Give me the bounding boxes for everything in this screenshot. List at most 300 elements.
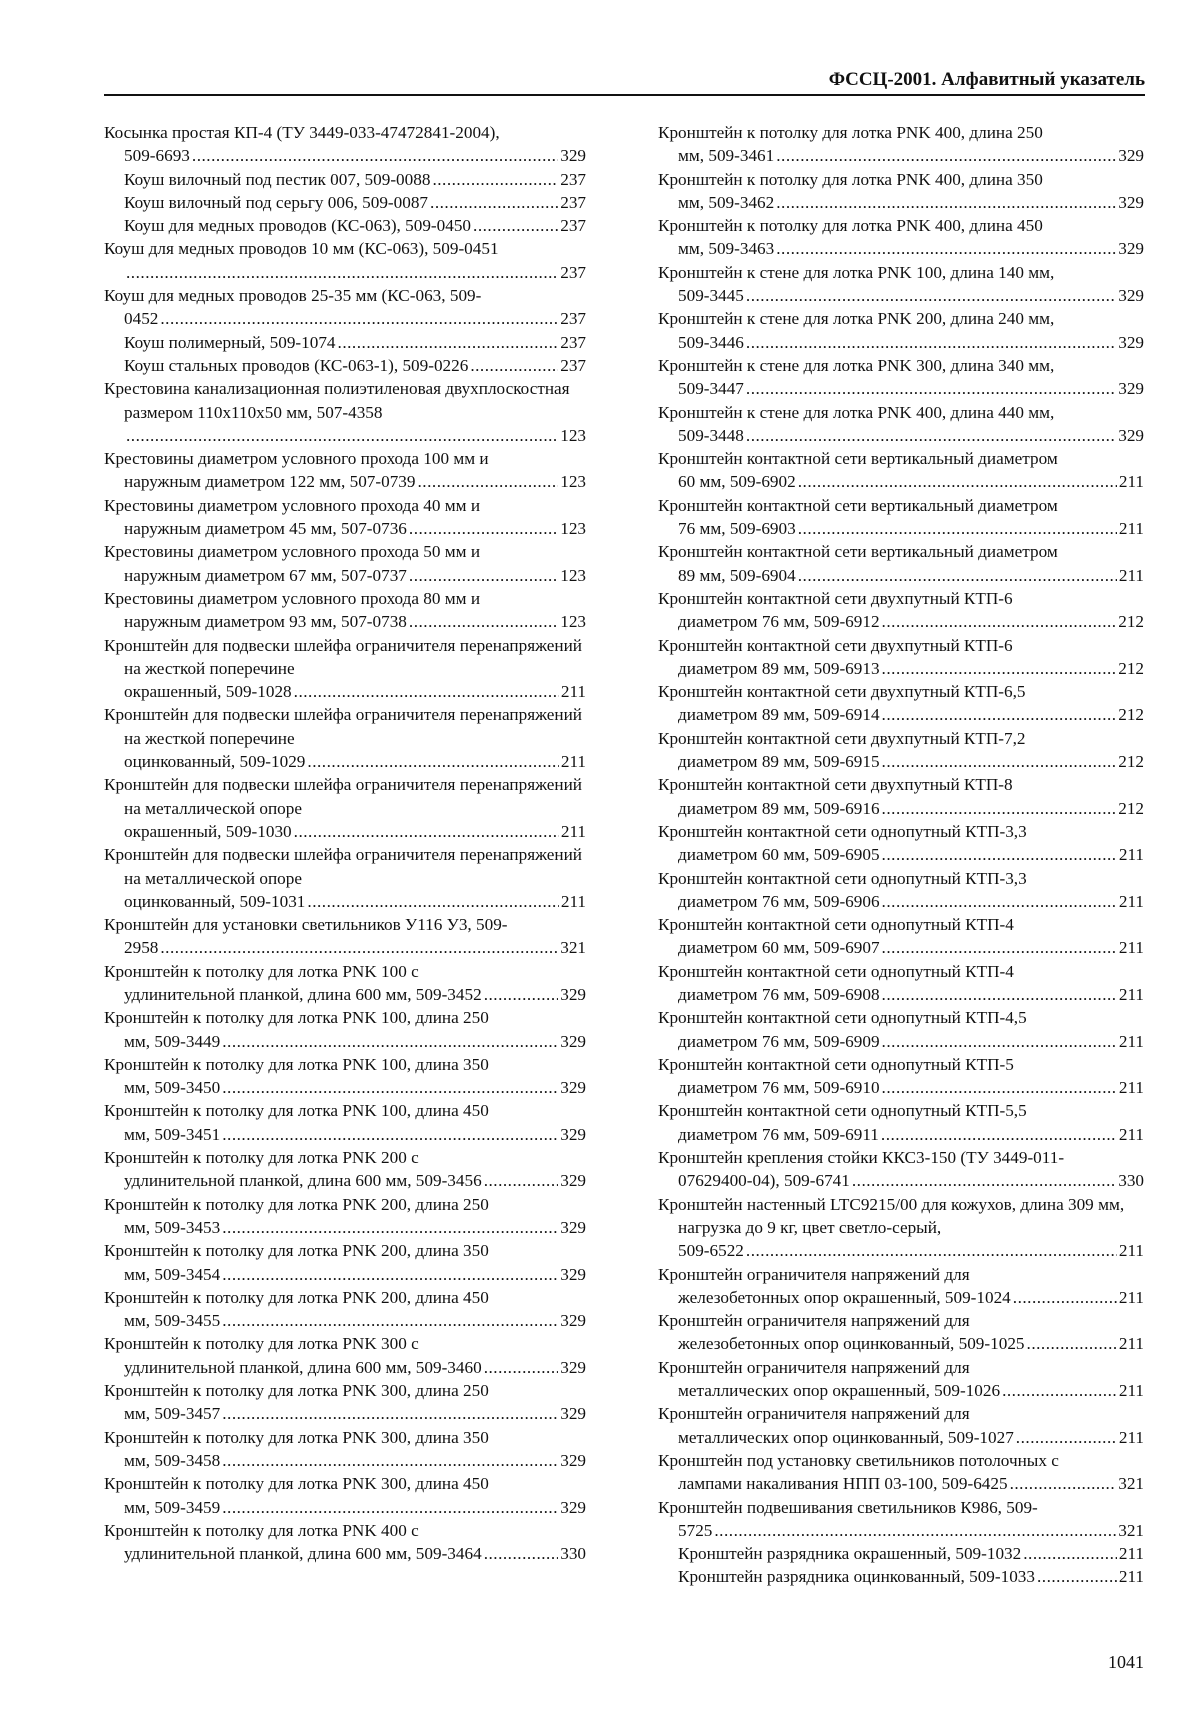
dot-leader [484, 983, 559, 1006]
dot-leader [882, 1030, 1117, 1053]
index-entry [658, 1356, 1144, 1403]
entry-last-text: мм, 509-3457 [124, 1404, 221, 1424]
entry-text: Кронштейн к потолку для лотка PNK 100, длина 250 [104, 1008, 489, 1028]
entry-last-line [678, 284, 1144, 307]
entry-last-text: удлинительной планкой, длина 600 мм, 509-3460 [124, 1357, 482, 1377]
entry-last-text: мм, 509-3461 [678, 146, 775, 166]
entry-page-number: 211 [1118, 1241, 1144, 1261]
entry-text: Кронштейн для подвески шлейфа ограничителя перенапряжений на металлической опоре [104, 845, 582, 888]
entry-text: Кронштейн контактной сети двухпутный КТП-6 [658, 588, 1013, 608]
entry-last-line [124, 680, 586, 703]
entry-text: Кронштейн к стене для лотка PNK 100, длина 140 мм, [658, 262, 1055, 282]
entry-text: Кронштейн к потолку для лотка PNK 200 с [104, 1148, 419, 1168]
entry-last-text: удлинительной планкой, длина 600 мм, 509-3452 [124, 984, 482, 1004]
index-entry [658, 867, 1144, 914]
entry-text: Кронштейн к потолку для лотка PNK 200, длина 250 [104, 1194, 489, 1214]
entry-text: Кронштейн к потолку для лотка PNK 300, длина 350 [104, 1427, 489, 1447]
entry-page-number: 329 [1118, 379, 1144, 399]
entry-last-line [678, 1239, 1144, 1262]
dot-leader [160, 936, 558, 959]
entry-last-text: окрашенный, 509-1028 [124, 682, 292, 702]
entry-last-text: диаметром 76 мм, 509-6912 [678, 612, 880, 632]
entry-last-text: мм, 509-3459 [124, 1497, 221, 1517]
entry-text: Кронштейн крепления стойки ККС3-150 (ТУ 3449-011- [658, 1148, 1065, 1168]
dot-leader [882, 657, 1117, 680]
index-entry [658, 1146, 1144, 1193]
entry-text: Кронштейн для установки светильников У116 У3, 509- [104, 915, 508, 935]
entry-last-line [124, 820, 586, 843]
entry-page-number: 329 [560, 1217, 586, 1237]
entry-text: Кронштейн контактной сети двухпутный КТП-6,5 [658, 682, 1026, 702]
dot-leader [882, 750, 1117, 773]
index-entry [658, 960, 1144, 1007]
entry-page-number: 237 [560, 262, 586, 282]
entry-page-number: 329 [560, 1171, 586, 1191]
entry-last-line [678, 564, 1144, 587]
entry-last-text: Коуш для медных проводов (КС-063), 509-0450 [124, 216, 472, 236]
index-entry [104, 214, 586, 237]
index-entry [658, 168, 1144, 215]
dot-leader [307, 890, 558, 913]
entry-text: Кронштейн к потолку для лотка PNK 100, длина 350 [104, 1054, 489, 1074]
entry-text: Кронштейн к потолку для лотка PNK 400 с [104, 1520, 419, 1540]
index-entry [658, 587, 1144, 634]
index-entry [104, 284, 586, 331]
entry-last-line [678, 750, 1144, 773]
entry-last-line [124, 191, 586, 214]
entry-last-line [678, 1286, 1144, 1309]
dot-leader [798, 470, 1117, 493]
entry-page-number: 321 [560, 938, 586, 958]
entry-text: Кронштейн к потолку для лотка PNK 100, длина 450 [104, 1101, 489, 1121]
entry-page-number: 329 [560, 1450, 586, 1470]
entry-page-number: 329 [1118, 425, 1144, 445]
entry-page-number: 330 [1118, 1171, 1144, 1191]
entry-text: Кронштейн под установку светильников потолочных с [658, 1450, 1059, 1470]
entry-last-line [124, 936, 586, 959]
index-entry [658, 634, 1144, 681]
entry-text: Кронштейн контактной сети однопутный КТП-4,5 [658, 1008, 1027, 1028]
entry-page-number: 212 [1118, 612, 1144, 632]
entry-last-line [124, 1216, 586, 1239]
entry-page-number: 211 [1118, 1544, 1144, 1564]
index-entry [104, 1193, 586, 1240]
dot-leader [746, 424, 1116, 447]
entry-page-number: 211 [1118, 984, 1144, 1004]
dot-leader [222, 1309, 558, 1332]
entry-last-line [678, 843, 1144, 866]
dot-leader [714, 1519, 1116, 1542]
entry-page-number: 123 [560, 425, 586, 445]
entry-text: Кронштейн ограничителя напряжений для [658, 1264, 970, 1284]
entry-page-number: 211 [1118, 1287, 1144, 1307]
entry-page-number: 329 [1118, 332, 1144, 352]
entry-last-text: мм, 509-3458 [124, 1450, 221, 1470]
entry-last-line [124, 750, 586, 773]
entry-page-number: 212 [1118, 705, 1144, 725]
entry-last-line [124, 564, 586, 587]
entry-last-text: наружным диаметром 93 мм, 507-0738 [124, 612, 407, 632]
index-entry [658, 447, 1144, 494]
entry-page-number: 237 [560, 216, 586, 236]
entry-last-text: железобетонных опор окрашенный, 509-1024 [678, 1287, 1011, 1307]
entry-text: Кронштейн подвешивания светильников К986, 509- [658, 1497, 1038, 1517]
index-entry [104, 168, 586, 191]
entry-last-line [678, 797, 1144, 820]
dot-leader [338, 331, 559, 354]
index-entry [104, 587, 586, 634]
entry-text: Кронштейн контактной сети двухпутный КТП-6 [658, 635, 1013, 655]
entry-text: Крестовины диаметром условного прохода 80 мм и [104, 588, 481, 608]
dot-leader [222, 1076, 558, 1099]
index-entry [658, 1099, 1144, 1146]
index-entry [104, 1286, 586, 1333]
entry-last-line [124, 424, 586, 447]
entry-page-number: 321 [1118, 1474, 1144, 1494]
entry-last-line [678, 1519, 1144, 1542]
index-entry [104, 237, 586, 284]
entry-last-line [678, 237, 1144, 260]
entry-page-number: 212 [1118, 798, 1144, 818]
entry-last-line [124, 1496, 586, 1519]
entry-last-text: мм, 509-3450 [124, 1078, 221, 1098]
entry-page-number: 329 [560, 1078, 586, 1098]
entry-last-line [124, 144, 586, 167]
entry-page-number: 329 [560, 1124, 586, 1144]
entry-last-line [678, 983, 1144, 1006]
dot-leader [776, 191, 1116, 214]
dot-leader [776, 237, 1116, 260]
dot-leader [1016, 1426, 1117, 1449]
index-entry [104, 634, 586, 704]
entry-last-text: мм, 509-3451 [124, 1124, 221, 1144]
index-entry [104, 703, 586, 773]
entry-text: Кронштейн настенный LTC9215/00 для кожухов, длина 309 мм, нагрузка до 9 кг, цвет светло-серый, [658, 1194, 1125, 1237]
entry-last-line [678, 191, 1144, 214]
entry-last-text: оцинкованный, 509-1029 [124, 752, 306, 772]
entry-last-line [678, 657, 1144, 680]
entry-text: Кронштейн к потолку для лотка PNK 300, длина 450 [104, 1474, 489, 1494]
entry-last-line [678, 1030, 1144, 1053]
entry-last-line [678, 936, 1144, 959]
entry-text: Кронштейн к потолку для лотка PNK 200, длина 350 [104, 1241, 489, 1261]
entry-page-number: 211 [560, 891, 586, 911]
entry-page-number: 329 [560, 1357, 586, 1377]
entry-last-text: наружным диаметром 67 мм, 507-0737 [124, 565, 407, 585]
index-entry [104, 540, 586, 587]
entry-text: Кронштейн ограничителя напряжений для [658, 1357, 970, 1377]
entry-page-number: 329 [1118, 239, 1144, 259]
dot-leader [746, 1239, 1117, 1262]
entry-last-text: железобетонных опор оцинкованный, 509-1025 [678, 1334, 1025, 1354]
dot-leader [1037, 1565, 1117, 1588]
entry-last-line [124, 1309, 586, 1332]
index-column-right [658, 121, 1144, 1589]
dot-leader [882, 797, 1117, 820]
entry-page-number: 329 [560, 984, 586, 1004]
entry-last-line [124, 1123, 586, 1146]
entry-last-text: диаметром 89 мм, 509-6913 [678, 658, 880, 678]
header-title: ФССЦ-2001. Алфавитный указатель [828, 69, 1145, 90]
entry-last-line [124, 1263, 586, 1286]
index-entry [104, 1239, 586, 1286]
entry-page-number: 211 [1118, 938, 1144, 958]
entry-text: Коуш для медных проводов 10 мм (КС-063), 509-0451 [104, 239, 499, 259]
dot-leader [126, 424, 558, 447]
dot-leader [746, 331, 1116, 354]
index-entry [104, 1519, 586, 1566]
dot-leader [882, 890, 1117, 913]
dot-leader [1023, 1542, 1117, 1565]
entry-last-text: наружным диаметром 122 мм, 507-0739 [124, 472, 416, 492]
entry-last-line [678, 517, 1144, 540]
entry-page-number: 329 [560, 1311, 586, 1331]
index-entry [104, 1472, 586, 1519]
index-entry [658, 773, 1144, 820]
index-entry [658, 121, 1144, 168]
entry-page-number: 329 [560, 1264, 586, 1284]
entry-last-line [678, 890, 1144, 913]
entry-last-line [678, 1123, 1144, 1146]
dot-leader [432, 168, 558, 191]
entry-text: Кронштейн контактной сети однопутный КТП-3,3 [658, 868, 1027, 888]
entry-last-text: металлических опор оцинкованный, 509-1027 [678, 1427, 1014, 1447]
entry-last-line [124, 610, 586, 633]
index-entry [658, 680, 1144, 727]
dot-leader [160, 307, 558, 330]
index-entry [104, 354, 586, 377]
entry-last-line [124, 1402, 586, 1425]
entry-text: Кронштейн к потолку для лотка PNK 400, длина 250 [658, 123, 1043, 142]
entry-text: Кронштейн к потолку для лотка PNK 400, длина 350 [658, 169, 1043, 189]
entry-page-number: 211 [1118, 1567, 1144, 1587]
entry-last-text: 5725 [678, 1520, 713, 1540]
index-entry [104, 191, 586, 214]
entry-text: Кронштейн контактной сети вертикальный диаметром [658, 495, 1058, 515]
entry-last-text: 509-3445 [678, 286, 744, 306]
index-entry [104, 331, 586, 354]
index-entry [658, 1449, 1144, 1496]
dot-leader [881, 1123, 1117, 1146]
entry-last-line [678, 1426, 1144, 1449]
index-entry [104, 1426, 586, 1473]
entry-text: Кронштейн контактной сети однопутный КТП-3,3 [658, 821, 1027, 841]
dot-leader [192, 144, 558, 167]
entry-text: Кронштейн контактной сети однопутный КТП-5 [658, 1054, 1014, 1074]
entry-last-line [678, 610, 1144, 633]
entry-last-line [124, 1356, 586, 1379]
entry-text: Крестовина канализационная полиэтиленовая двухплоскостная размером 110х110х50 мм, 507-4358 [104, 379, 570, 422]
entry-text: Кронштейн к потолку для лотка PNK 200, длина 450 [104, 1287, 489, 1307]
dot-leader [484, 1542, 559, 1565]
dot-leader [294, 820, 559, 843]
entry-last-line [124, 983, 586, 1006]
entry-last-line [124, 261, 586, 284]
entry-page-number: 211 [1118, 1031, 1144, 1051]
entry-page-number: 321 [1118, 1520, 1144, 1540]
entry-text: Крестовины диаметром условного прохода 100 мм и [104, 449, 489, 469]
entry-last-text: оцинкованный, 509-1031 [124, 891, 306, 911]
entry-last-line [678, 1542, 1144, 1565]
entry-text: Кронштейн контактной сети вертикальный диаметром [658, 542, 1058, 562]
index-entry [658, 494, 1144, 541]
entry-last-line [678, 470, 1144, 493]
dot-leader [882, 1076, 1117, 1099]
entry-page-number: 237 [560, 355, 586, 375]
entry-last-text: мм, 509-3463 [678, 239, 775, 259]
entry-last-text: мм, 509-3462 [678, 192, 775, 212]
index-entry [104, 447, 586, 494]
entry-page-number: 211 [1118, 1078, 1144, 1098]
entry-last-text: удлинительной планкой, длина 600 мм, 509-3464 [124, 1544, 482, 1564]
dot-leader [882, 843, 1117, 866]
index-entry [658, 727, 1144, 774]
entry-last-text: 509-3446 [678, 332, 744, 352]
entry-last-line [678, 1565, 1144, 1588]
dot-leader [126, 261, 558, 284]
entry-last-line [678, 377, 1144, 400]
entry-last-text: 509-6693 [124, 146, 190, 166]
entry-last-line [678, 1169, 1144, 1192]
entry-page-number: 211 [1118, 472, 1144, 492]
dot-leader [222, 1496, 558, 1519]
entry-text: Кронштейн для подвески шлейфа ограничителя перенапряжений на жесткой поперечине [104, 705, 582, 748]
entry-page-number: 329 [1118, 286, 1144, 306]
dot-leader [1013, 1286, 1117, 1309]
entry-last-line [124, 1076, 586, 1099]
entry-text: Кронштейн для подвески шлейфа ограничителя перенапряжений на жесткой поперечине [104, 635, 582, 678]
entry-last-text: Коуш полимерный, 509-1074 [124, 332, 336, 352]
entry-text: Кронштейн контактной сети однопутный КТП-4 [658, 961, 1014, 981]
entry-page-number: 211 [560, 821, 586, 841]
entry-last-text: окрашенный, 509-1030 [124, 821, 292, 841]
dot-leader [746, 284, 1116, 307]
page-number: 1041 [1108, 1652, 1144, 1672]
entry-page-number: 212 [1118, 658, 1144, 678]
entry-text: Крестовины диаметром условного прохода 40 мм и [104, 495, 481, 515]
dot-leader [307, 750, 558, 773]
entry-text: Кронштейн к потолку для лотка PNK 300 с [104, 1334, 419, 1354]
entry-last-line [124, 214, 586, 237]
entry-text: Кронштейн к потолку для лотка PNK 100 с [104, 961, 419, 981]
index-entry [104, 494, 586, 541]
entry-last-text: мм, 509-3455 [124, 1311, 221, 1331]
index-entry [104, 960, 586, 1007]
dot-leader [882, 610, 1117, 633]
entry-last-text: 60 мм, 509-6902 [678, 472, 796, 492]
dot-leader [1027, 1332, 1117, 1355]
index-entry [104, 843, 586, 913]
entry-page-number: 329 [1118, 192, 1144, 212]
entry-last-line [678, 424, 1144, 447]
entry-text: Кронштейн контактной сети двухпутный КТП-7,2 [658, 728, 1026, 748]
index-entry [658, 540, 1144, 587]
entry-text: Кронштейн ограничителя напряжений для [658, 1311, 970, 1331]
entry-last-text: диаметром 60 мм, 509-6905 [678, 845, 880, 865]
index-entry [104, 913, 586, 960]
entry-page-number: 123 [560, 565, 586, 585]
index-entry [104, 1053, 586, 1100]
entry-page-number: 123 [560, 612, 586, 632]
index-entry [104, 1006, 586, 1053]
entry-last-text: 2958 [124, 938, 159, 958]
entry-last-line [124, 1449, 586, 1472]
dot-leader [409, 564, 558, 587]
entry-last-text: диаметром 60 мм, 509-6907 [678, 938, 880, 958]
dot-leader [473, 214, 558, 237]
dot-leader [746, 377, 1116, 400]
entry-text: Кронштейн контактной сети двухпутный КТП-8 [658, 775, 1013, 795]
entry-last-text: удлинительной планкой, длина 600 мм, 509-3456 [124, 1171, 482, 1191]
entry-last-line [124, 168, 586, 191]
entry-text: Косынка простая КП-4 (ТУ 3449-033-47472841-2004), [104, 123, 500, 142]
entry-last-text: 509-6522 [678, 1241, 744, 1261]
index-entry [104, 1332, 586, 1379]
entry-last-line [678, 1379, 1144, 1402]
entry-page-number: 123 [560, 519, 586, 539]
entry-text: Кронштейн ограничителя напряжений для [658, 1404, 970, 1424]
entry-last-text: диаметром 76 мм, 509-6909 [678, 1031, 880, 1051]
dot-leader [222, 1263, 558, 1286]
dot-leader [882, 703, 1117, 726]
dot-leader [470, 354, 558, 377]
entry-last-line [124, 354, 586, 377]
entry-last-text: лампами накаливания НПП 03-100, 509-6425 [678, 1474, 1008, 1494]
entry-page-number: 237 [560, 309, 586, 329]
entry-text: Кронштейн контактной сети однопутный КТП-4 [658, 915, 1014, 935]
entry-text: Коуш для медных проводов 25-35 мм (КС-063, 509- [104, 286, 482, 306]
entry-last-text: 89 мм, 509-6904 [678, 565, 796, 585]
entry-page-number: 212 [1118, 752, 1144, 772]
index-entry [658, 1006, 1144, 1053]
entry-page-number: 211 [1118, 1427, 1144, 1447]
index-entry [658, 820, 1144, 867]
index-entry [658, 1193, 1144, 1263]
dot-leader [418, 470, 559, 493]
entry-text: Кронштейн к стене для лотка PNK 300, длина 340 мм, [658, 355, 1055, 375]
index-entry [658, 354, 1144, 401]
dot-leader [1010, 1472, 1117, 1495]
entry-page-number: 123 [560, 472, 586, 492]
entry-page-number: 211 [560, 682, 586, 702]
entry-text: Кронштейн к потолку для лотка PNK 400, длина 450 [658, 216, 1043, 236]
entry-page-number: 237 [560, 169, 586, 189]
dot-leader [484, 1356, 559, 1379]
index-entry [104, 1146, 586, 1193]
entry-last-text: диаметром 89 мм, 509-6916 [678, 798, 880, 818]
index-entry [658, 1565, 1144, 1588]
entry-last-text: 509-3447 [678, 379, 744, 399]
dot-leader [1002, 1379, 1117, 1402]
entry-last-text: 76 мм, 509-6903 [678, 519, 796, 539]
entry-page-number: 329 [560, 1031, 586, 1051]
entry-last-line [678, 1332, 1144, 1355]
index-entry [658, 1309, 1144, 1356]
dot-leader [294, 680, 559, 703]
dot-leader [222, 1123, 558, 1146]
entry-last-text: Коуш стальных проводов (КС-063-1), 509-0226 [124, 355, 469, 375]
entry-text: Кронштейн контактной сети однопутный КТП-5,5 [658, 1101, 1027, 1121]
dot-leader [882, 983, 1117, 1006]
dot-leader [430, 191, 558, 214]
index-entry [104, 121, 586, 168]
index-entry [104, 377, 586, 447]
index-entry [658, 214, 1144, 261]
dot-leader [222, 1216, 558, 1239]
dot-leader [776, 144, 1116, 167]
dot-leader [409, 610, 558, 633]
entry-last-text: наружным диаметром 45 мм, 507-0736 [124, 519, 407, 539]
